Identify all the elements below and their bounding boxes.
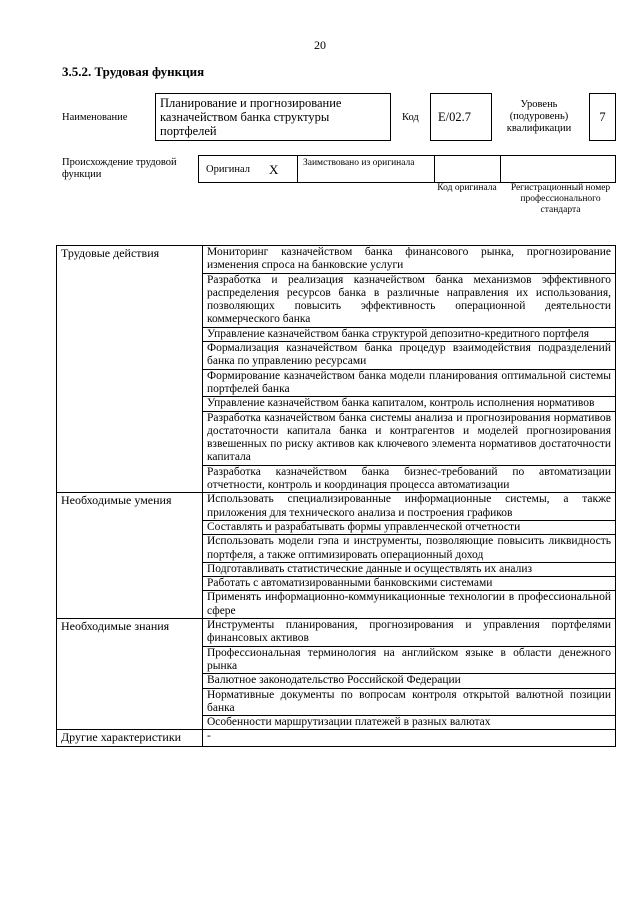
reg-number-label: Регистрационный номер профессионального стандарта [510,183,611,215]
item-cell: Работать с автоматизированными банковскими системами [203,577,616,591]
labor-function-table [56,245,616,747]
code-original-label: Код оригинала [437,183,497,193]
item-cell: Формирование казначейством банка модели планирования оптимальной системы портфелей банка [203,369,616,397]
level-value: 7 [599,110,606,124]
item-cell: Разработка и реализация казначейством банка механизмов эффективного распределения ресурсов банка в различные направления их использования, позволяющих повысить эффективность операционной деятельности коммерческого банка [203,273,616,327]
table-row [57,493,616,521]
page-number: 20 [314,38,326,52]
item-cell: Управление казначейством банка структурой депозитно-кредитного портфеля [203,327,616,341]
table-row [57,730,616,746]
category-cell: Трудовые действия [57,246,203,493]
item-cell: Инструменты планирования, прогнозирования и управления портфелями финансовых активов [203,619,616,647]
item-cell: Особенности маршрутизации платежей в разных валютах [203,716,616,730]
item-cell: Подготавливать статистические данные и осуществлять их анализ [203,562,616,576]
name-value: Планирование и прогнозирование казначейством банка структуры портфелей [160,96,342,138]
item-cell: Использовать специализированные информационные системы, а также приложения для технического анализа и построения графиков [203,493,616,521]
table-row [57,246,616,274]
borrowed-label: Заимствовано из оригинала [303,158,415,168]
level-value-box [589,93,616,141]
code-value-box [430,93,492,141]
item-cell: Разработка казначейством банка бизнес-требований по автоматизации отчетности, контроль и координация процесса автоматизации [203,465,616,493]
table-row [57,619,616,647]
item-cell: Мониторинг казначейством банка финансового рынка, прогнозирование изменения спроса на банковские услуги [203,246,616,274]
category-cell: Другие характеристики [57,730,203,746]
item-cell: Использовать модели гэпа и инструменты, позволяющие повысить ликвидность портфеля, а также оптимизировать операционный доход [203,535,616,563]
level-label: Уровень (подуровень) квалификации [506,99,572,134]
category-cell: Необходимые знания [57,619,203,730]
item-cell: Формализация казначейством банка процедур взаимодействия подразделений банка по управлению ресурсами [203,342,616,370]
item-cell: Разработка казначейством банка системы анализа и прогнозирования нормативов достаточности капитала банка и контрагентов и моделей прогнозирования взвешенных по риску активов как ключевого элемента нормативов достаточности капитала [203,411,616,465]
code-label: Код [402,112,419,123]
item-cell: Составлять и разрабатывать формы управленческой отчетности [203,520,616,534]
item-cell: Валютное законодательство Российской Федерации [203,674,616,688]
origin-divider-1 [297,156,298,182]
item-cell: Профессиональная терминология на английском языке в области денежного рынка [203,646,616,674]
code-value: E/02.7 [438,110,471,124]
item-cell: - [203,730,616,746]
section-title: 3.5.2. Трудовая функция [62,64,205,79]
item-cell: Нормативные документы по вопросам контроля открытой валютной позиции банка [203,688,616,716]
category-cell: Необходимые умения [57,493,203,619]
original-label: Оригинал [206,164,250,175]
original-mark: X [269,162,279,177]
origin-divider-3 [500,156,501,182]
origin-label: Происхождение трудовой функции [62,157,177,180]
origin-divider-2 [434,156,435,182]
item-cell: Применять информационно-коммуникационные технологии в профессиональной сфере [203,591,616,619]
name-label: Наименование [62,112,128,123]
item-cell: Управление казначейством банка капиталом, контроль исполнения нормативов [203,397,616,411]
name-value-box [155,93,391,141]
origin-table [198,155,616,183]
